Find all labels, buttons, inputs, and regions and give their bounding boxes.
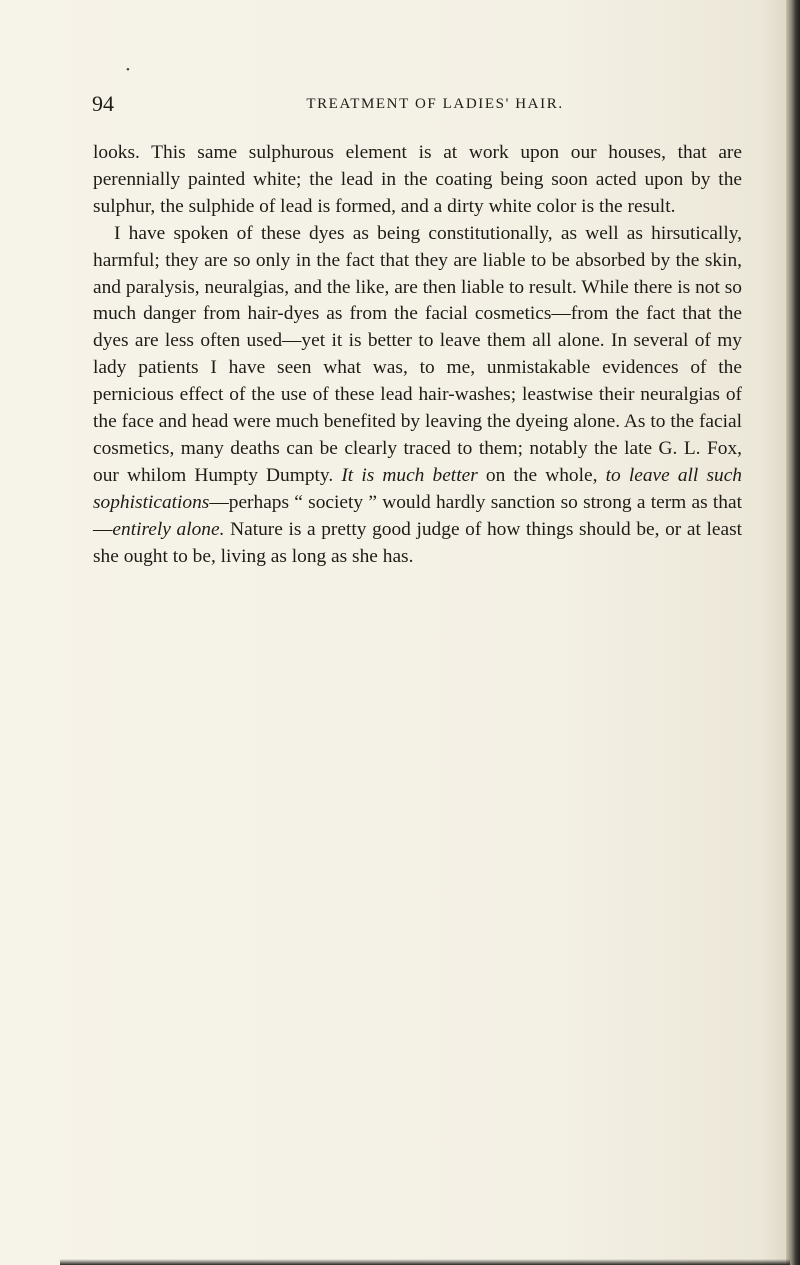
- paragraph-text-3: —perhaps “ society ” would hardly sanction so strong a term as that—: [93, 491, 742, 540]
- italic-emphasis-1: It is much better: [341, 464, 478, 486]
- paragraph-text-2: on the whole,: [485, 464, 598, 486]
- page-header: [92, 91, 742, 117]
- italic-emphasis-3: entirely alone.: [112, 518, 225, 540]
- italic-emphasis-2: to leave all such sophistications: [93, 464, 742, 513]
- body-text: [93, 140, 742, 571]
- paragraph-continuation: looks. This same sulphurous element is at work upon our houses, that are perennially painted white; the lead in the coating being soon acted upon by the sulphur, the sulphide of lead is formed, and a dirty white color is the result.: [93, 142, 742, 217]
- paragraph-text-1: I have spoken of these dyes as being constitutionally, as well as hirsutically, harmful; they are so only in the fact that they are liable to be absorbed by the skin, and paralysis, neuralgias, and the like, are then liable to result. While there is not so much danger from hair-dyes as from the facial cosmetics—from the fact that the dyes are less often used—yet it is better to leave them all alone. In several of my lady patients I have seen what was, to me, unmistakable evidences of the pernicious effect of the use of these lead hair-washes; leastwise their neuralgias of the face and head were much benefited by leaving the dyeing alone. As to the facial cosmetics, many deaths can be clearly traced to them; notably the late G. L. Fox, our whilom Humpty Dumpty.: [93, 222, 742, 486]
- bottom-edge-shadow: [60, 1259, 790, 1265]
- stray-ink-mark: •: [126, 64, 130, 76]
- running-head: TREATMENT OF LADIES' HAIR.: [306, 96, 564, 112]
- page-number: 94: [92, 91, 114, 116]
- paragraph-text-4: Nature is a pretty good judge of how things should be, or at least she ought to be, living as long as she has.: [93, 518, 743, 567]
- paragraph-hair-dyes: [93, 221, 742, 571]
- binding-edge: [786, 0, 800, 1265]
